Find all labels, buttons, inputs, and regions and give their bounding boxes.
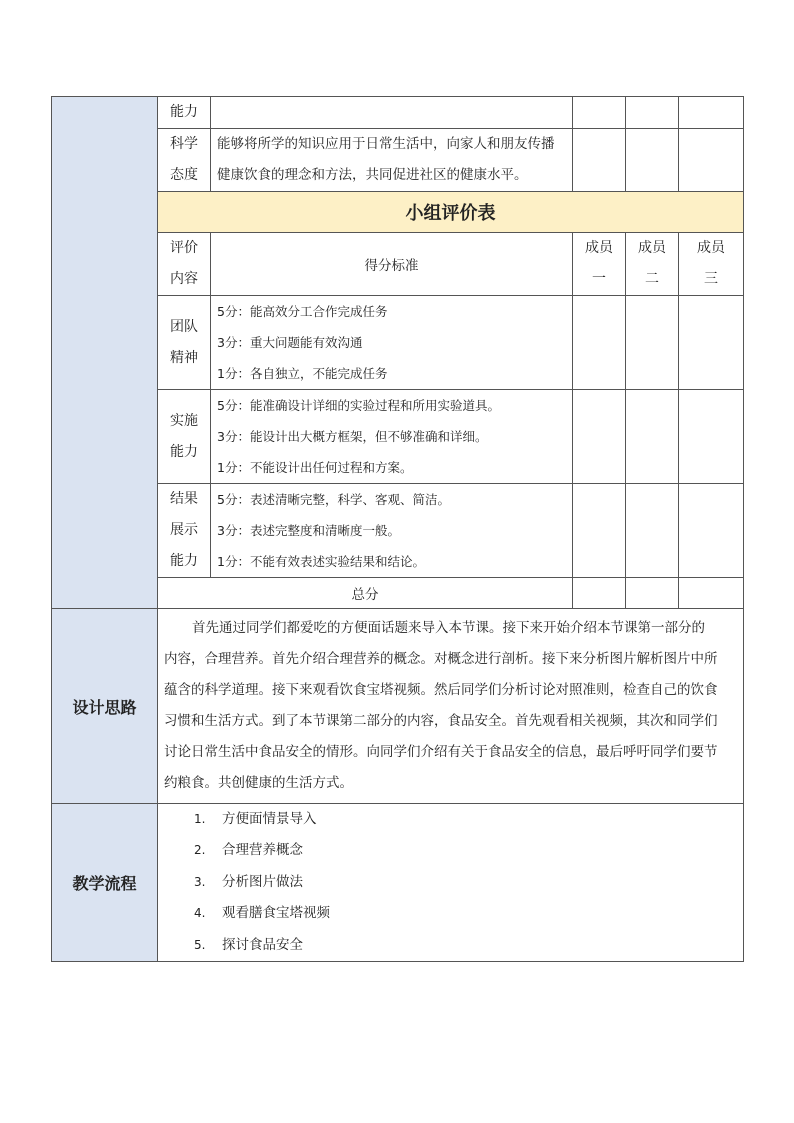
attitude-label: 科学 态度 xyxy=(158,129,211,192)
eval-row-criteria: 5分：能高效分工合作完成任务 3分：重大问题能有效沟通 1分：各自独立，不能完成任务 xyxy=(211,296,573,390)
score-cell[interactable] xyxy=(626,390,679,484)
flow-item: 1. 方便面情景导入 xyxy=(194,811,317,827)
design-label: 设计思路 xyxy=(52,609,158,804)
design-row xyxy=(52,609,744,804)
score-cell[interactable] xyxy=(679,296,744,390)
lesson-plan-table xyxy=(51,96,744,962)
member-1-header: 成员 一 xyxy=(573,233,626,296)
flow-item: 5. 探讨食品安全 xyxy=(194,936,303,953)
flow-row xyxy=(52,804,744,962)
score-cell[interactable] xyxy=(573,296,626,390)
ability-score-3 xyxy=(679,97,744,129)
score-cell[interactable] xyxy=(573,484,626,578)
left-side-shaded-cell xyxy=(52,97,158,609)
eval-row-criteria: 5分：能准确设计详细的实验过程和所用实验道具。 3分：能设计出大概方框架，但不够准确和详细。 1分：不能设计出任何过程和方案。 xyxy=(211,390,573,484)
total-score-cell[interactable] xyxy=(679,578,744,609)
total-score-cell[interactable] xyxy=(573,578,626,609)
ability-label: 能力 xyxy=(158,97,211,129)
eval-row-criteria: 5分：表述清晰完整，科学、客观、简洁。 3分：表述完整度和清晰度一般。 1分：不能有效表述实验结果和结论。 xyxy=(211,484,573,578)
ability-score-1 xyxy=(573,97,626,129)
design-paragraph: 首先通过同学们都爱吃的方便面话题来导入本节课。接下来开始介绍本节课第一部分的 内容，合理营养。首先介绍合理营养的概念。对概念进行剖析。接下来分析图片解析图片中所 蕴含的科学道理。接下来观看饮食宝塔视频。然后同学们分析讨论对照准则，检查自己的饮食 习惯和生活方式。到了本节课第二部分的内容，食品安全。首先观看相关视频，其次和同学们 讨论日常生活中食品安全的情形。向同学们介绍有关于食品安全的信息，最后呼吁同学们要节 约粮食。共创健康的生活方式。 xyxy=(158,609,744,804)
attitude-score-3 xyxy=(679,129,744,192)
attitude-text: 能够将所学的知识应用于日常生活中，向家人和朋友传播 健康饮食的理念和方法，共同促进社区的健康水平。 xyxy=(211,129,573,192)
ability-text-cell xyxy=(211,97,573,129)
flow-list xyxy=(158,804,743,961)
attitude-score-1 xyxy=(573,129,626,192)
total-label: 总分 xyxy=(158,578,573,609)
score-cell[interactable] xyxy=(679,484,744,578)
score-cell[interactable] xyxy=(626,296,679,390)
score-cell[interactable] xyxy=(573,390,626,484)
flow-item: 2. 合理营养概念 xyxy=(194,842,303,859)
eval-row-label: 结果 展示 能力 xyxy=(158,484,211,578)
flow-label: 教学流程 xyxy=(52,804,158,962)
member-2-header: 成员 二 xyxy=(626,233,679,296)
ability-row xyxy=(52,97,744,129)
flow-item: 4. 观看膳食宝塔视频 xyxy=(194,905,330,922)
flow-list-cell xyxy=(158,804,744,962)
col-criteria-header: 得分标准 xyxy=(211,233,573,296)
group-eval-title: 小组评价表 xyxy=(158,192,744,233)
attitude-score-2 xyxy=(626,129,679,192)
score-cell[interactable] xyxy=(679,390,744,484)
total-score-cell[interactable] xyxy=(626,578,679,609)
col-content-header: 评价 内容 xyxy=(158,233,211,296)
flow-item: 3. 分析图片做法 xyxy=(194,873,303,890)
score-cell[interactable] xyxy=(626,484,679,578)
ability-score-2 xyxy=(626,97,679,129)
eval-row-label: 实施 能力 xyxy=(158,390,211,484)
member-3-header: 成员 三 xyxy=(679,233,744,296)
eval-row-label: 团队 精神 xyxy=(158,296,211,390)
